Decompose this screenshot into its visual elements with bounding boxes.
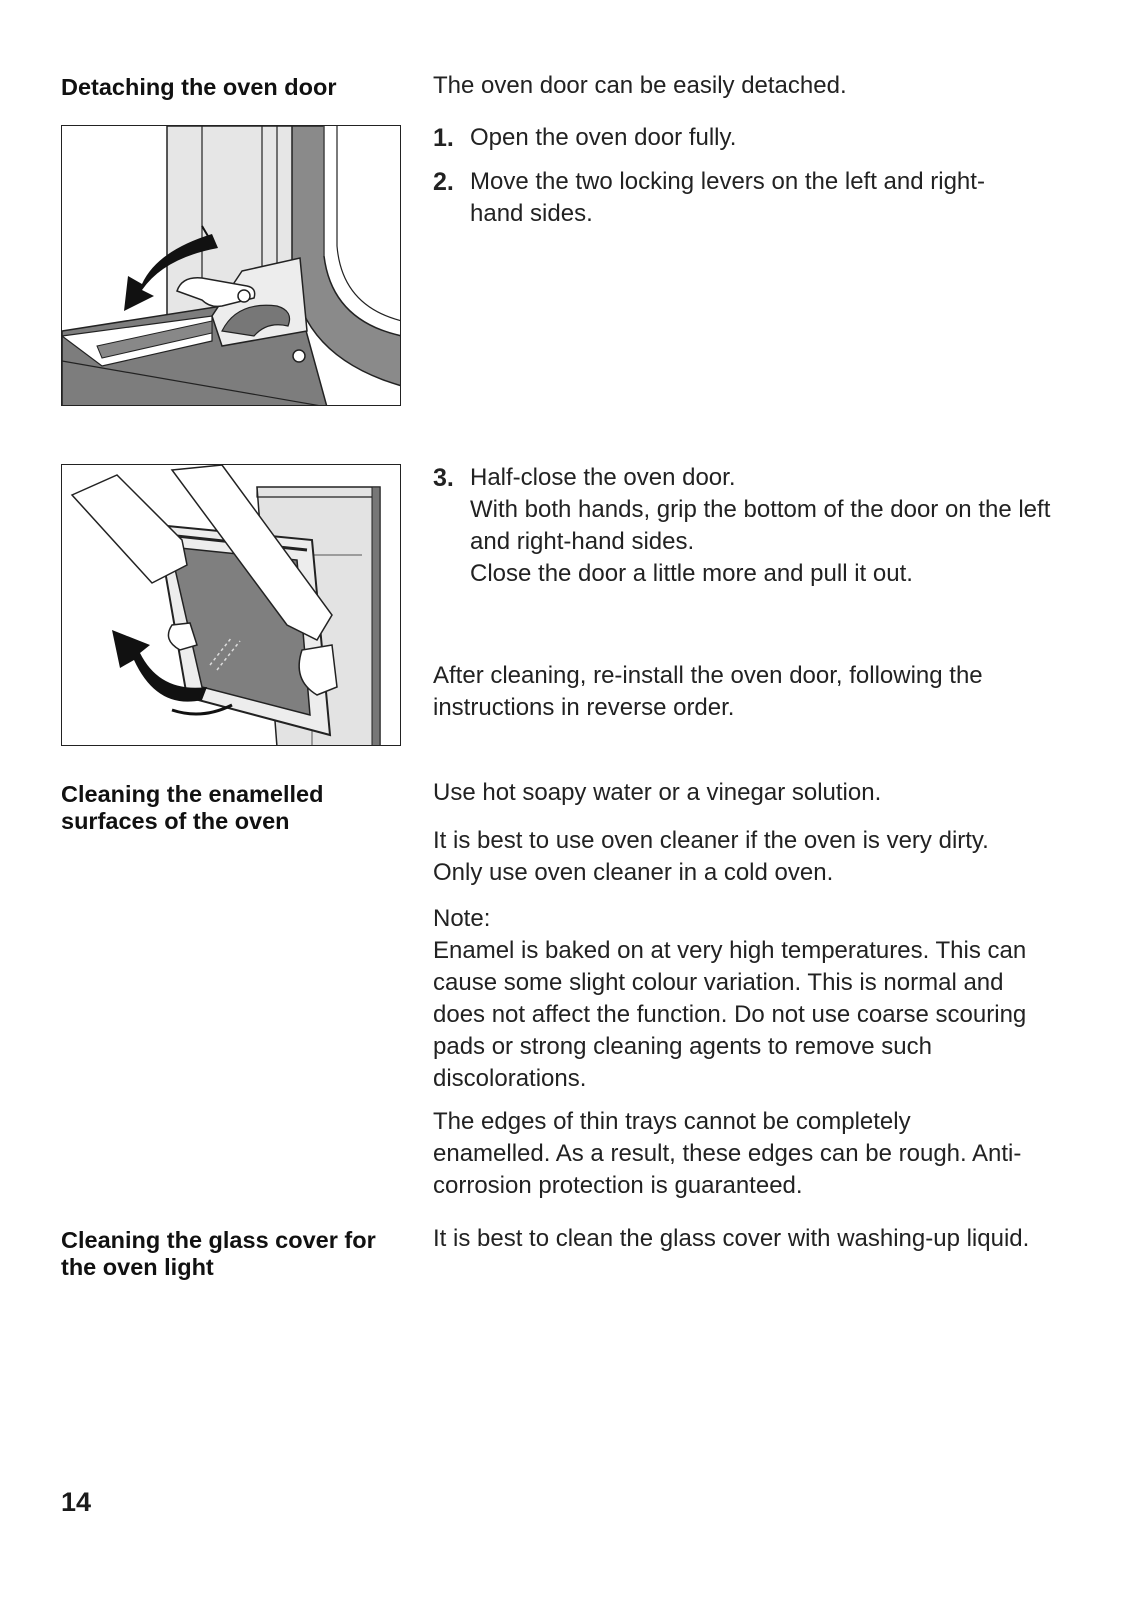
step-line: Half-close the oven door.	[470, 464, 736, 491]
section-heading-enamelled-surfaces: Cleaning the enamelled surfaces of the oven	[61, 781, 324, 834]
step-number: 3.	[433, 464, 454, 492]
step-number: 1.	[433, 124, 454, 152]
door-removal-illustration	[61, 464, 401, 746]
step-text	[470, 462, 1060, 590]
section-intro: The oven door can be easily detached.	[433, 72, 847, 99]
page-number: 14	[61, 1487, 92, 1517]
enamel-note	[433, 903, 1053, 1095]
enamel-paragraph-3: The edges of thin trays cannot be completely enamelled. As a result, these edges can be rough. Anti-corrosion protection is guaranteed.	[433, 1108, 1022, 1199]
enamel-paragraph-1: Use hot soapy water or a vinegar solution.	[433, 779, 882, 806]
step-text: Move the two locking levers on the left and right-hand sides.	[470, 168, 985, 227]
step-2	[433, 166, 1073, 232]
step-3	[433, 462, 1073, 592]
step-text: Open the oven door fully.	[470, 124, 737, 151]
note-text: Enamel is baked on at very high temperatures. This can cause some slight colour variation. This is normal and does not affect the function. Do not use coarse scouring pads or strong cleaning agents to remove such discolorations.	[433, 937, 1027, 1092]
reinstall-note: After cleaning, re-install the oven door, following the instructions in reverse order.	[433, 662, 983, 721]
step-line: Close the door a little more and pull it out.	[470, 560, 913, 587]
enamel-paragraph-2: It is best to use oven cleaner if the oven is very dirty. Only use oven cleaner in a cold oven.	[433, 827, 989, 886]
section-heading-glass-cover: Cleaning the glass cover for the oven light	[61, 1227, 376, 1280]
step-number: 2.	[433, 168, 454, 196]
note-label: Note:	[433, 905, 491, 932]
glass-cover-paragraph: It is best to clean the glass cover with washing-up liquid.	[433, 1225, 1030, 1252]
locking-lever-illustration	[61, 125, 401, 406]
section-heading-detaching-door: Detaching the oven door	[61, 74, 337, 100]
step-line: With both hands, grip the bottom of the door on the left and right-hand sides.	[470, 496, 1051, 555]
step-1	[433, 122, 1073, 156]
